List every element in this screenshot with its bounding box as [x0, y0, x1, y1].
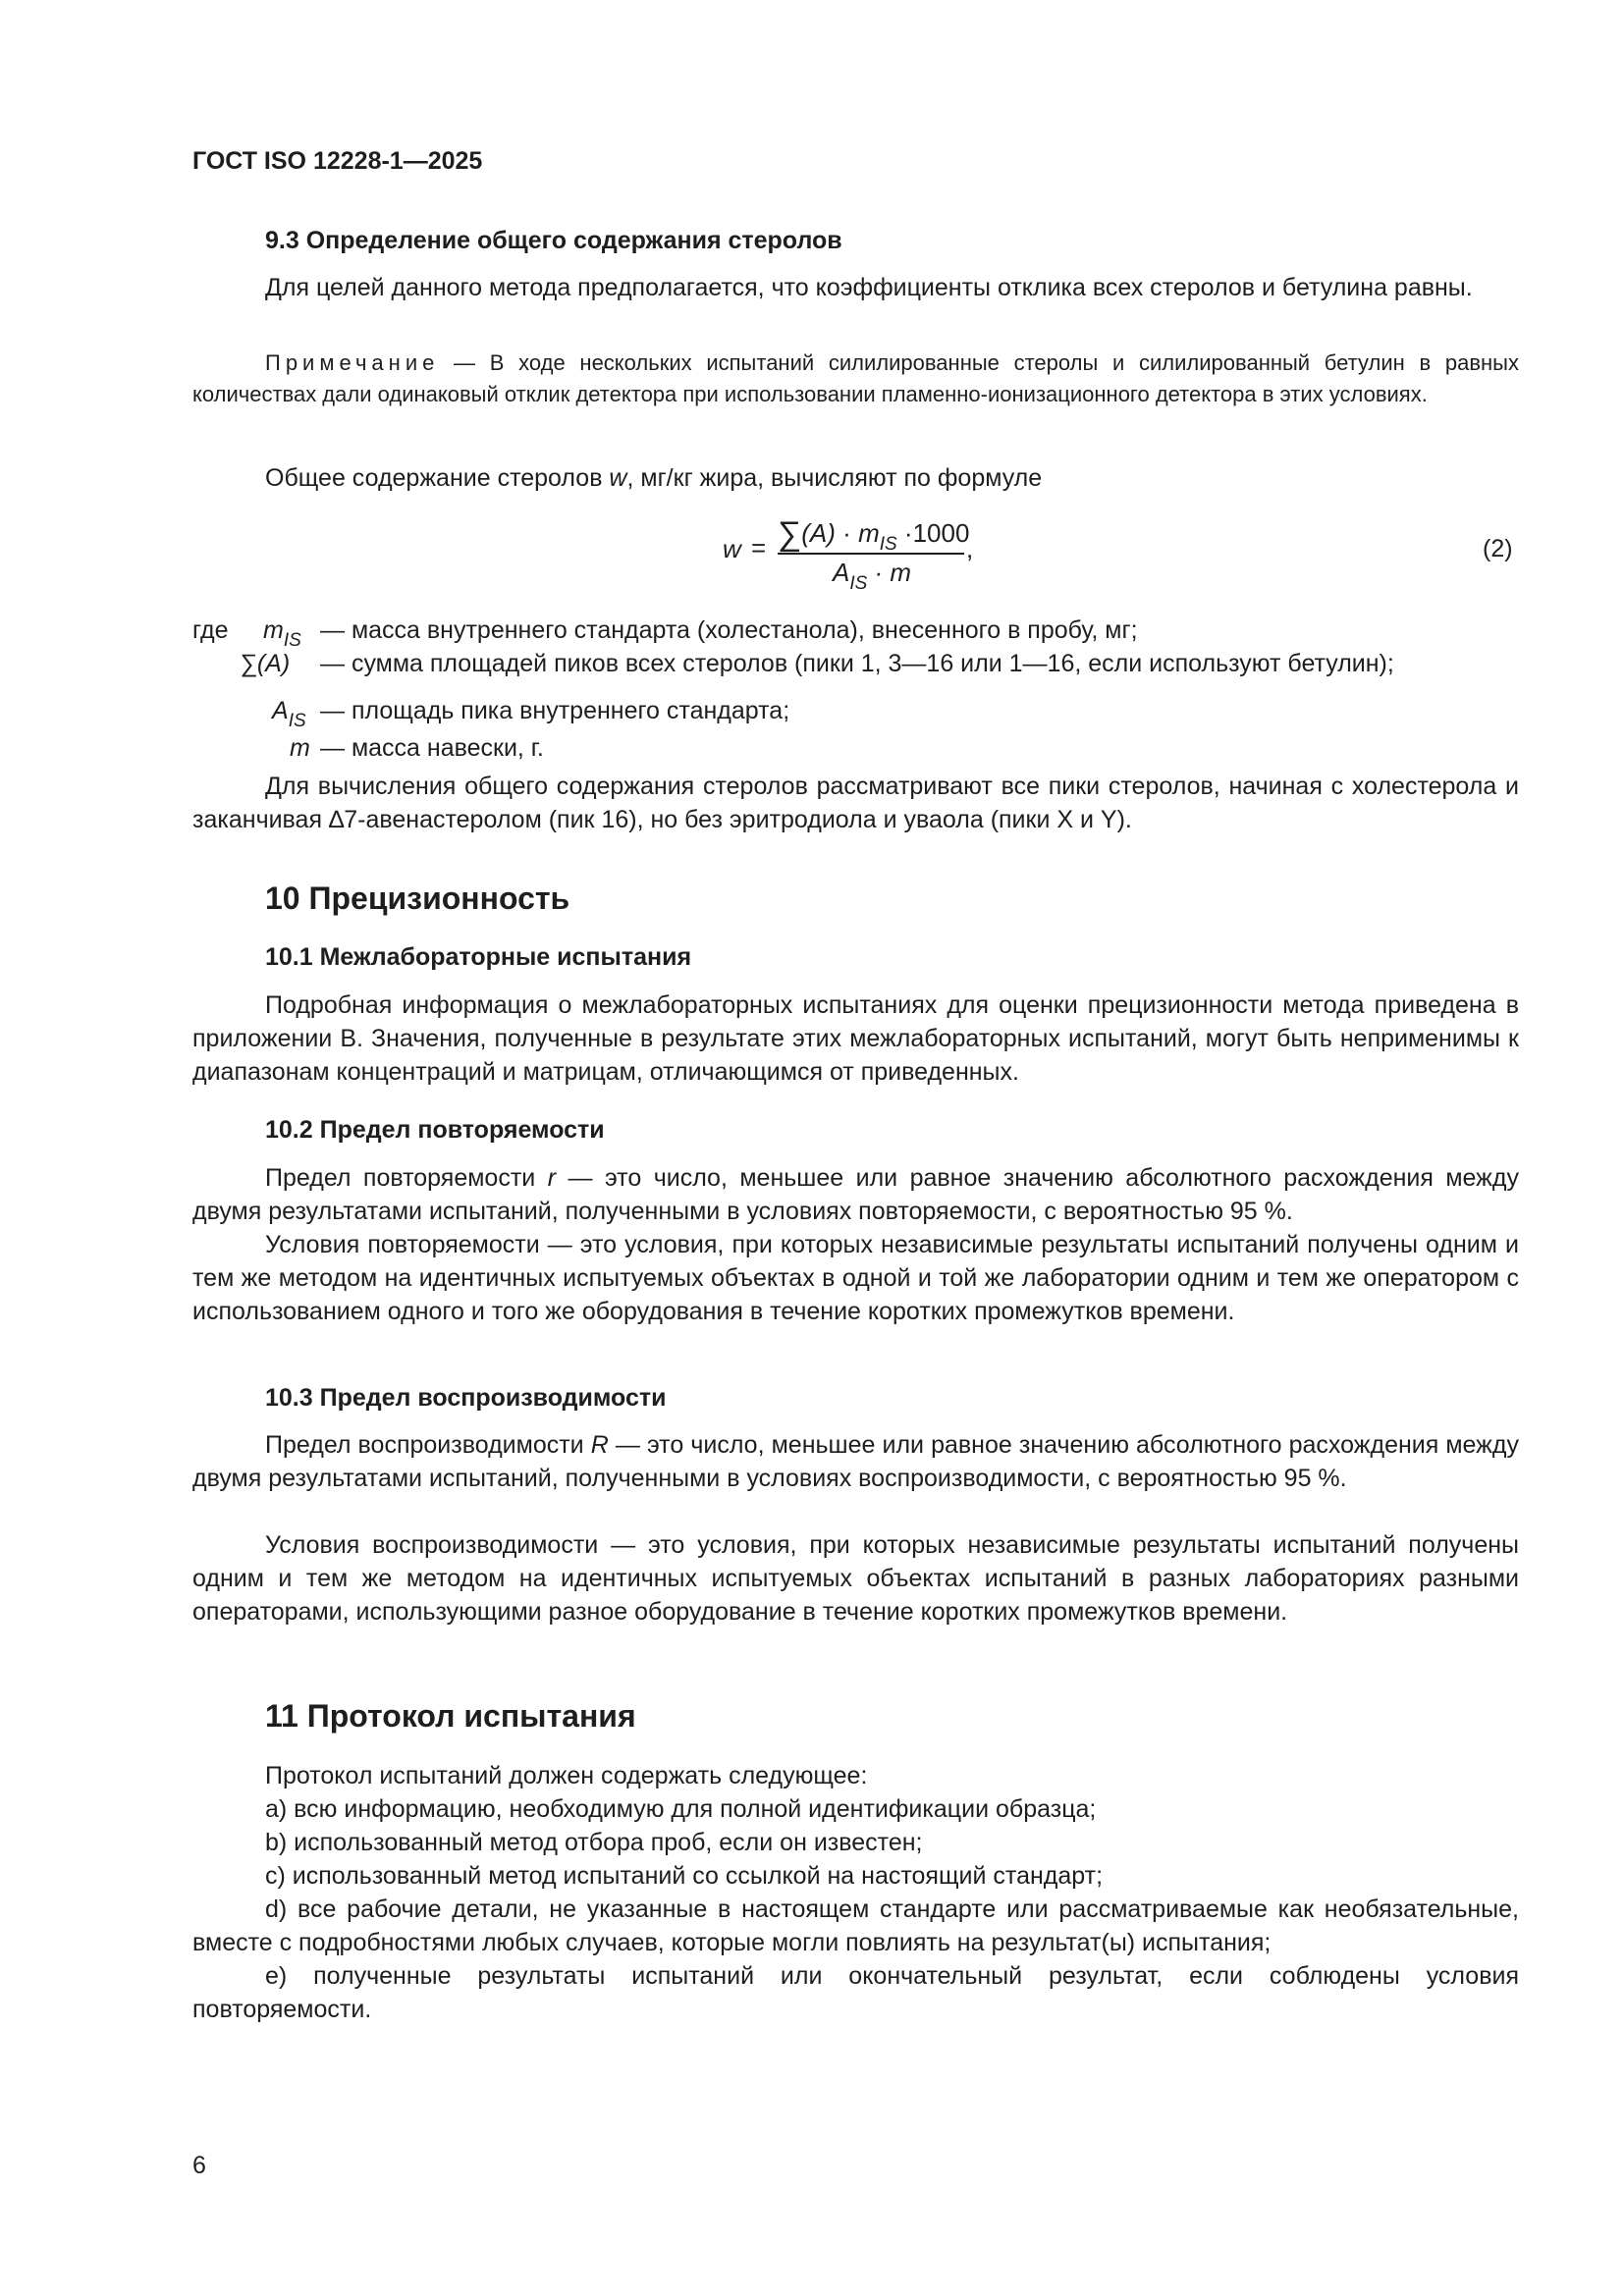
section-10-1-title: 10.1 Межлабораторные испытания — [265, 943, 692, 971]
formula-lhs: w — [723, 534, 741, 563]
formula-intro: Общее содержание стеролов w, мг/кг жира, вычисляют по формуле — [265, 464, 1043, 492]
list-item: e) полученные результаты испытаний или окончательный результат, если соблюдены условия повторяемости. — [192, 1962, 1519, 2023]
formula-denominator: $A_{IS} \cdot m$ — [833, 558, 912, 594]
section-10-2-title: 10.2 Предел повторяемости — [265, 1116, 605, 1144]
list-item: c) использованный метод испытаний со ссылкой на настоящий стандарт; — [265, 1862, 1104, 1890]
section-10-2-para1: Предел повторяемости r — это число, меньшее или равное значению абсолютного расхождения между двумя результатами испытаний, полученными в условиях повторяемости, с вероятностью 95 %. — [192, 1164, 1519, 1225]
where-desc: — сумма площадей пиков всех стеролов (пики 1, 3—16 или 1—16, если используют бетулин); — [320, 650, 1394, 677]
section-10-3-para2: Условия воспроизводимости — это условия, при которых независимые результаты испытаний получены одним и тем же методом на идентичных испытуемых объектах испытаний в разных лабораториях разными операторами, использующими разное оборудование в течение коротких промежутков времени. — [192, 1531, 1519, 1626]
note — [192, 347, 1519, 410]
formula-equals: = — [751, 533, 767, 562]
section-10-title: 10 Прецизионность — [265, 881, 570, 916]
where-symbol: $m_{IS}$ — [263, 616, 301, 651]
formula-fraction-bar — [778, 553, 964, 555]
note-label: Примечание — [265, 350, 440, 375]
section-10-1-text: Подробная информация о межлабораторных испытаниях для оценки прецизионности метода приведена в приложении B. Значения, полученные в результате этих межлабораторных испытаний, могут быть неприменимы к диапазонам концентраций и матрицам, отличающимся от приведенных. — [192, 991, 1519, 1086]
section-9-3-para2: Для вычисления общего содержания стеролов рассматривают все пики стеролов, начиная с холестерола и заканчивая ∆7-авенастеролом (пик 16), но без эритродиола и уваола (пики X и Y). — [192, 773, 1519, 833]
formula-comma: , — [966, 534, 974, 563]
list-item: a) всю информацию, необходимую для полной идентификации образца; — [265, 1795, 1097, 1823]
section-11-intro: Протокол испытаний должен содержать следующее: — [265, 1762, 868, 1789]
where-desc: — масса навески, г. — [320, 734, 544, 762]
list-item: d) все рабочие детали, не указанные в настоящем стандарте или рассматриваемые как необязательные, вместе с подробностями любых случаев, которые могли повлиять на результат(ы) испытания; — [192, 1896, 1519, 1956]
section-10-3-para1: Предел воспроизводимости R — это число, меньшее или равное значению абсолютного расхождения между двумя результатами испытаний, полученными в условиях воспроизводимости, с вероятностью 95 %. — [192, 1431, 1519, 1492]
where-desc: — масса внутреннего стандарта (холестанола), внесенного в пробу, мг; — [320, 616, 1138, 644]
section-9-3-para1: Для целей данного метода предполагается, что коэффициенты отклика всех стеролов и бетулина равны. — [265, 274, 1473, 301]
note-text: — В ходе нескольких испытаний силилированные стеролы и силилированный бетулин в равных количествах дали одинаковый отклик детектора при использовании пламенно-ионизационного детектора в этих условиях. — [192, 350, 1519, 406]
where-symbol: m — [290, 734, 310, 762]
where-symbol: $A_{IS}$ — [272, 697, 306, 731]
where-symbol: ∑(A) — [240, 650, 291, 677]
section-10-2-para2: Условия повторяемости — это условия, при которых независимые результаты испытаний получены одним и тем же методом на идентичных испытуемых объектах в одной и той же лаборатории одним и тем же оператором с использованием одного и того же оборудования в течение коротких промежутков времени. — [192, 1231, 1519, 1325]
formula-numerator: $\sum(A) \cdot m_{IS} \cdot 1000$ — [778, 515, 970, 555]
formula-number: (2) — [1483, 535, 1513, 562]
formula-total-sterols — [723, 510, 1017, 599]
where-desc: — площадь пика внутреннего стандарта; — [320, 697, 790, 724]
section-9-3-title: 9.3 Определение общего содержания стеролов — [265, 227, 842, 254]
section-11-title: 11 Протокол испытания — [265, 1698, 636, 1734]
standard-header: ГОСТ ISO 12228-1—2025 — [192, 147, 483, 175]
list-item: b) использованный метод отбора проб, если он известен; — [265, 1829, 923, 1856]
page-number: 6 — [192, 2152, 206, 2179]
section-10-3-title: 10.3 Предел воспроизводимости — [265, 1384, 667, 1412]
where-label: где — [192, 616, 229, 644]
